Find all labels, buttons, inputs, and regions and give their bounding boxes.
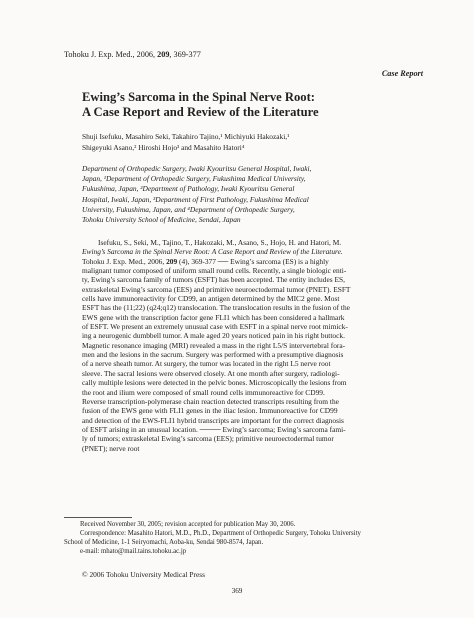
abstract-line: Reverse transcription-polymerase chain reaction detected transcripts resulting from the xyxy=(82,396,339,406)
abstract-source-lead: Tohoku J. Exp. Med., 2006, xyxy=(82,256,167,266)
abstract-citation-source xyxy=(82,257,407,266)
affiliation-line: Tohoku University School of Medicine, Sendai, Japan xyxy=(82,215,241,225)
abstract-line: Magnetic resonance imaging (MRI) revealed a mass in the right L5/S intervertebral fora- xyxy=(82,340,346,350)
copyright-notice: © 2006 Tohoku University Medical Press xyxy=(82,570,205,579)
abstract-line: EWS gene with the transcription factor gene FLI1 which has been considered a hallmark xyxy=(82,312,345,322)
abstract-line: ty, Ewing’s sarcoma family of tumors (ESFT) has been accepted. The entity includes ES, xyxy=(82,275,345,285)
abstract-citation-authors: Isefuku, S., Seki, M., Tajino, T., Hakozaki, M., Asano, S., Hojo, H. and Hatori, M. xyxy=(98,238,342,247)
article-type: Case Report xyxy=(381,69,423,78)
abstract-source-volume: 209 xyxy=(166,256,178,266)
abstract-citation-title: Ewing’s Sarcoma in the Spinal Nerve Root: A Case Report and Review of the Literature. xyxy=(82,247,343,257)
journal-volume: 209 xyxy=(157,50,170,59)
affiliation-line: Japan, ¹Department of Orthopedic Surgery, Fukushima Medical University, xyxy=(82,174,306,184)
correspondence-note: Correspondence: Masahito Hatori, M.D., Ph.D., Department of Orthopedic Surgery, Tohoku University xyxy=(80,530,361,537)
received-note: Received November 30, 2005; revision accepted for publication May 30, 2006. xyxy=(80,521,296,528)
authors-line: Shuji Isefuku, Masahiro Seki, Takahiro Tajino,¹ Michiyuki Hakozaki,¹ xyxy=(82,132,290,141)
abstract-source-tail: (4), 369-377 ── Ewing’s sarcoma (ES) is a highly xyxy=(177,256,329,266)
affiliation-line: Fukushima, Japan, ²Department of Pathology, Iwaki Kyouritsu General xyxy=(82,184,295,194)
article-title xyxy=(82,90,412,120)
abstract-line: ESFT has the (11;22) (q24;q12) translocation. The translocation results in the fusion of the xyxy=(82,303,350,313)
abstract-line: of ESFT arising in an unusual location. ──── Ewing’s sarcoma; Ewing’s sarcoma fami- xyxy=(82,424,346,434)
affiliation-line: Hospital, Iwaki, Japan, ³Department of First Pathology, Fukushima Medical xyxy=(82,194,309,204)
abstract-line: extraskeletal Ewing’s sarcoma (EES) and primitive neuroectodermal tumor (PNET). ESFT xyxy=(82,284,351,294)
abstract-line: fusion of the EWS gene with FLI1 genes in the iliac lesion. Immunoreactive for CD99 xyxy=(82,406,338,416)
journal-citation xyxy=(64,50,201,59)
abstract-line: ing a neurogenic dumbbell tumor. A male aged 20 years noticed pain in his right buttock. xyxy=(82,331,345,341)
abstract-line: (PNET); nerve root xyxy=(82,443,140,453)
abstract-line: cally multiple lesions were detected in the pelvic bones. Microscopically the lesions from xyxy=(82,378,347,388)
abstract-line: sleeve. The sacral lesions were observed closely. At one month after surgery, radiologi- xyxy=(82,368,340,378)
footnote-divider xyxy=(64,517,132,518)
abstract xyxy=(82,238,407,453)
abstract-line: malignant tumor composed of uniform small round cells. Recently, a single biologic enti- xyxy=(82,266,347,276)
abstract-line: men and the lesions in the sacrum. Surgery was performed with a presumptive diagnosis xyxy=(82,350,344,360)
title-line: Ewing’s Sarcoma in the Spinal Nerve Root: xyxy=(82,90,315,104)
affiliation-line: Department of Orthopedic Surgery, Iwaki Kyouritsu General Hospital, Iwaki, xyxy=(82,164,312,173)
page-number: 369 xyxy=(231,587,243,595)
journal-prefix: Tohoku J. Exp. Med., 2006, xyxy=(64,50,158,59)
affiliations xyxy=(82,164,394,225)
email-note: e-mail: mhato@mail.tains.tohoku.ac.jp xyxy=(80,548,187,555)
correspondence-address: School of Medicine, 1-1 Seiryomachi, Aoba-ku, Sendai 980-8574, Japan. xyxy=(64,539,264,546)
affiliation-line: University, Fukushima, Japan, and ⁴Department of Orthopedic Surgery, xyxy=(82,204,295,214)
journal-pages: , 369-377 xyxy=(169,50,201,59)
title-line: A Case Report and Review of the Literature xyxy=(82,105,319,119)
author-list xyxy=(82,132,402,153)
abstract-line: and detection of the EWS-FLI1 hybrid transcripts are important for the correct diagnosis xyxy=(82,415,344,425)
abstract-line: of a nerve sheath tumor. At surgery, the tumor was located in the right L5 nerve root xyxy=(82,359,331,369)
footnotes xyxy=(64,520,417,556)
abstract-line: of ESFT. We present an extremely unusual case with ESFT in a spinal nerve root mimick- xyxy=(82,322,348,332)
abstract-line: ly of tumors; extraskeletal Ewing’s sarcoma (EES); primitive neuroectodermal tumor xyxy=(82,434,334,444)
authors-line: Shigeyuki Asano,² Hiroshi Hojo³ and Masahito Hatori⁴ xyxy=(82,142,245,152)
abstract-line: the root and ilium were composed of small round cells immunoreactive for CD99. xyxy=(82,387,325,397)
abstract-line: cells have immunoreactivity for CD99, an antigen determined by the MIC2 gene. Most xyxy=(82,294,340,304)
